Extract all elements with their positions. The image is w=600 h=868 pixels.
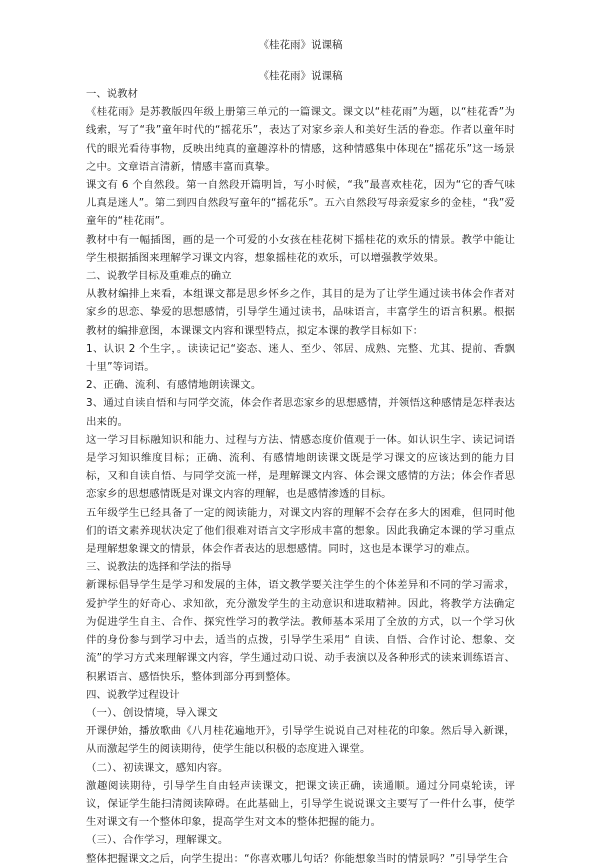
paragraph: 从教材编排上来看，本组课文都是思乡怀乡之作，其目的是为了让学生通过读书体会作者对家乡的思恋、挚爱的思想感情，引导学生通过读书，品味语言，丰富学生的语言积累。根据教材的编排意图，本课课文内容和课型特点，拟定本课的教学目标如下： [86, 288, 515, 337]
section-heading-teaching-material: 一、说教材 [86, 88, 138, 100]
document-title: 《桂花雨》说课稿 [258, 70, 343, 82]
paragraph: 整体把握课文之后，向学生提出：“你喜欢哪儿句话？你能想象当时的情景吗？”引导学生合 [86, 852, 509, 865]
section-heading-methods: 三、说教法的选择和学法的指导 [86, 561, 232, 574]
paragraph: 五年级学生已经具备了一定的阅读能力，对课文内容的理解不会存在多大的困难，但同时他们的语文素养现状决定了他们很难对语言文字形成丰富的想象。因此我确定本课的学习重点是理解想象课文的情景，体会作者表达的思想感情。同时，这也是本课学习的难点。 [86, 506, 515, 556]
subsection-heading: （一）、创设情境，导入课文 [86, 706, 218, 719]
paragraph: 教材中有一幅插图，画的是一个可爱的小女孩在桂花树下摇桂花的欢乐的情景。教学中能让学生根据插图来理解学习课文内容，想象摇桂花的欢乐，可以增强教学效果。 [86, 233, 515, 264]
paragraph: 课文有 6 个自然段。第一自然段开篇明旨，写小时候，“我”最喜欢桂花，因为“它的香气味儿真是迷人”。第二到四自然段写童年的“摇花乐”。五六自然段写母亲爱家乡的金桂，“我”爱童年的“桂花雨”。 [86, 179, 515, 228]
section-heading-objectives: 二、说教学目标及重难点的确立 [86, 270, 232, 283]
paragraph: 开课伊始，播放歌曲《八月桂花遍地开》，引导学生说说自己对桂花的印象。然后导入新课，从而激起学生的阅读期待，使学生能以积极的态度进入课堂。 [86, 725, 515, 756]
section-heading-process: 四、说教学过程设计 [86, 688, 180, 701]
paragraph: 激趣阅读期待，引导学生自由轻声读课文，把课文读正确，读通顺。通过分同桌轮读，评议，保证学生能扫清阅读障碍。在此基础上，引导学生说说课文主要写了一件什么事，使学生对课文有一个整体印象，提高学生对文本的整体把握的能力。 [86, 779, 515, 829]
objective-item: 1、认识 2 个生字，。读读记记“姿态、迷人、至少、邻居、成熟、完整、尤其、提前、香飘十里”等词语。 [86, 342, 515, 374]
objective-item: 2、正确、流利、有感情地朗读课文。 [86, 379, 262, 392]
paragraph: 新课标倡导学生是学习和发展的主体，语文教学要关注学生的个体差异和不同的学习需求，爱护学生的好奇心、求知欲，充分激发学生的主动意识和进取精神。因此，将教学方法确定为促进学生自主、合作、探究性学习的教学法。教师基本采用了全放的方式，以一个学习伙伴的身份参与到学习中去，适当的点拨，引导学生采用“ 自读、自悟、合作讨论、想象、交流”的学习方式来理解课文内容，学生通过动口说、动手表演以及各种形式的读来训练语言、积累语言、感悟快乐，整体到部分再到整体。 [86, 579, 515, 683]
subsection-heading: （二）、初读课文，感知内容。 [86, 761, 229, 774]
paragraph: 这一学习目标融知识和能力、过程与方法、情感态度价值观于一体。如认识生字、读记词语是学习知识维度目标；正确、流利、有感情地朗读课文既是学习课文的应该达到的能力目标，又和自读自悟、与同学交流一样，是理解课文内容、体会课文感情的方法；体会作者思恋家乡的思想感情既是对课文内容的理解，也是感情渗透的目标。 [86, 433, 515, 501]
objective-item: 3、通过自读自悟和与同学交流，体会作者思恋家乡的思想感情，并领悟这种感情是怎样表达出来的。 [86, 397, 515, 428]
paragraph: 《桂花雨》是苏教版四年级上册第三单元的一篇课文。课文以“桂花雨”为题，以“桂花香”为线索，写了“我”童年时代的“摇花乐”，表达了对家乡亲人和美好生活的眷恋。作者以童年时代的眼光看待事物，反映出纯真的童趣淳朴的情感，这种情感集中体现在“摇花乐”这一场景之中。文章语言清新，情感丰富而真挚。 [86, 106, 515, 173]
subsection-heading: （三）、合作学习，理解课文。 [86, 834, 229, 847]
page-title: 《桂花雨》说课稿 [258, 39, 343, 51]
